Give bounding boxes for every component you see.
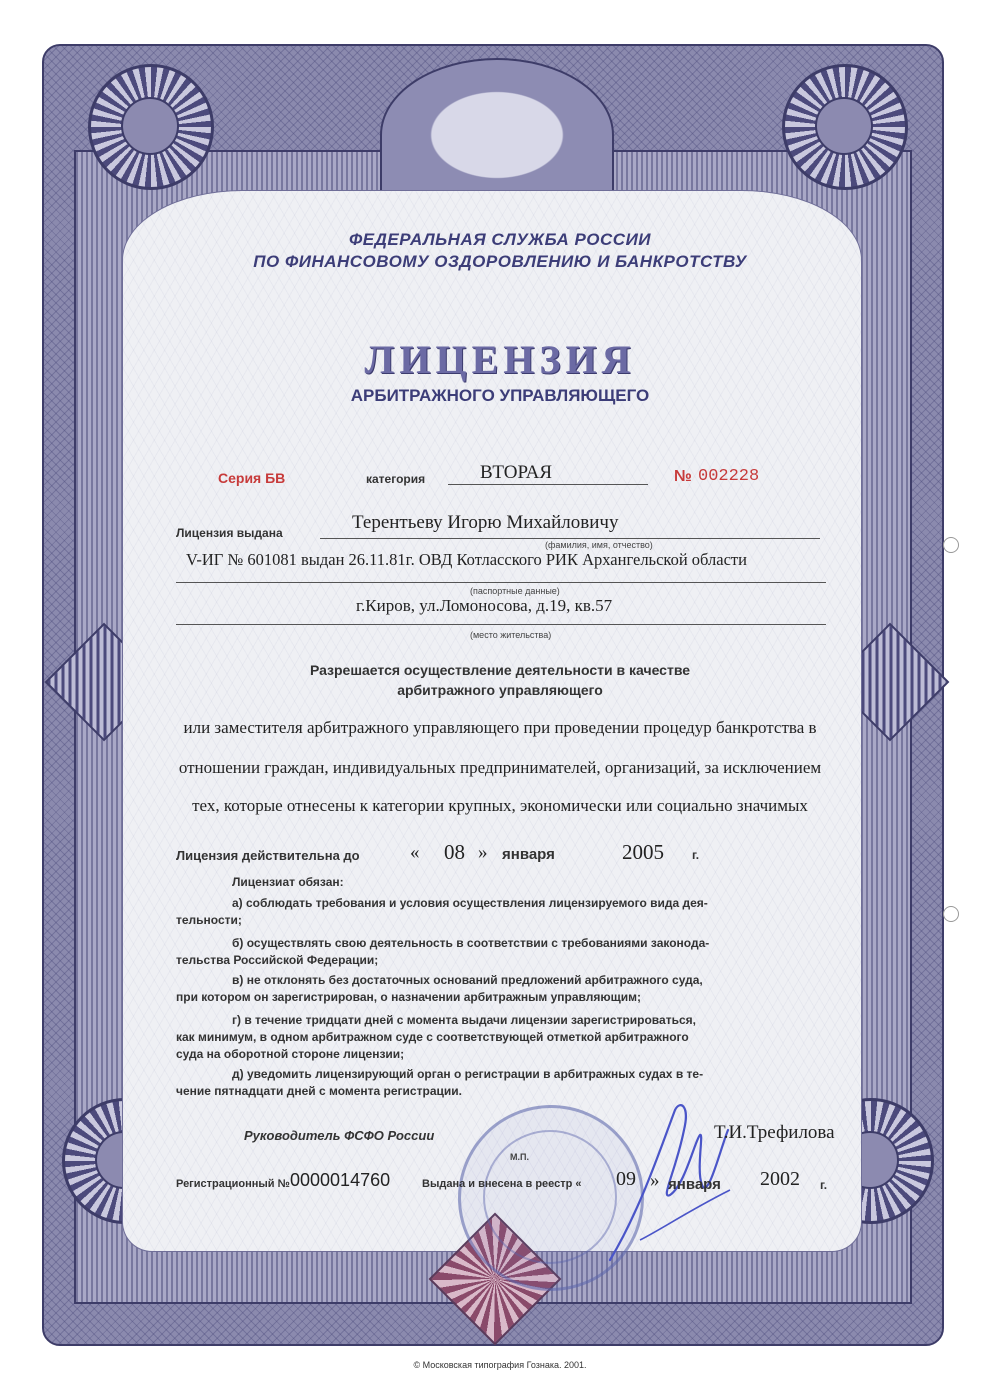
validity-quote-open: « [410,842,420,863]
registration-number: 0000014760 [290,1170,391,1190]
validity-month: января [502,846,555,863]
license-subtitle: АРБИТРАЖНОГО УПРАВЛЯЮЩЕГО [350,386,650,405]
registration-year: 2002 [760,1168,800,1190]
validity-quote-close: » [478,842,488,863]
series-label: Серия БВ [218,470,286,486]
issued-to-label: Лицензия выдана [176,526,283,540]
category-value: ВТОРАЯ [480,462,553,483]
number-prefix: № [674,468,692,485]
duties-title: Лицензиат обязан: [232,875,344,889]
duty-c-cont: при котором он зарегистрирован, о назначении арбитражным управляющим; [176,990,642,1004]
validity-year-suffix: г. [692,848,700,862]
rosette-ornament [88,64,214,190]
registration-quote-close: » [650,1170,660,1191]
signatory-role: Руководитель ФСФО России [244,1128,435,1143]
registration-day: 09 [616,1168,636,1190]
scope-line3: тех, которые отнесены к категории крупных, экономически или социально значимых [192,796,808,815]
underline [320,538,820,539]
duty-c: в) не отклонять без достаточных оснований предложений арбитражного суда, [232,973,703,987]
validity-day: 08 [444,840,465,864]
underline [448,484,648,485]
permission-line2: арбитражного управляющего [397,682,603,698]
agency-name-line2: ПО ФИНАНСОВОМУ ОЗДОРОВЛЕНИЮ И БАНКРОТСТВУ [253,252,747,271]
name-caption: (фамилия, имя, отчество) [545,540,653,550]
passport-data: V-ИГ № 601081 выдан 26.11.81г. ОВД Котласского РИК Архангельской области [186,550,747,569]
holder-name: Терентьеву Игорю Михайловичу [352,512,619,533]
category-label: категория [366,472,426,486]
registration-label: Регистрационный № [176,1178,290,1190]
punch-hole [943,537,959,553]
duty-d-cont2: суда на оборотной стороне лицензии; [176,1047,405,1061]
license-number: 002228 [698,467,760,486]
stamp-mark: М.П. [510,1152,529,1162]
duty-a: а) соблюдать требования и условия осуществления лицензируемого вида дея- [232,896,708,910]
registration-year-suffix: г. [820,1178,828,1192]
residence-address: г.Киров, ул.Ломоносова, д.19, кв.57 [356,596,613,615]
passport-caption: (паспортные данные) [470,586,560,596]
permission-line1: Разрешается осуществление деятельности в качестве [309,662,691,678]
duty-e-cont: чение пятнадцати дней с момента регистрации. [176,1084,462,1098]
underline [176,624,826,625]
scope-line2: отношении граждан, индивидуальных предпринимателей, организаций, за исключением [178,758,822,777]
coat-of-arms-emblem [380,58,614,212]
signatory-name: Т.И.Трефилова [714,1122,835,1143]
duty-d: г) в течение тридцати дней с момента выдачи лицензии зарегистрироваться, [232,1013,696,1027]
underline [176,582,826,583]
registration-month: января [668,1176,721,1193]
duty-b: б) осуществлять свою деятельность в соответствии с требованиями законода- [232,936,710,950]
printer-credit: © Московская типография Гознака. 2001. [413,1360,587,1370]
license-title: ЛИЦЕНЗИЯ [364,337,636,382]
duty-e: д) уведомить лицензирующий орган о регистрации в арбитражных судах в те- [232,1067,704,1081]
validity-label: Лицензия действительна до [176,848,360,863]
address-caption: (место жительства) [470,630,552,640]
duty-b-cont: тельства Российской Федерации; [176,953,379,967]
punch-hole [943,906,959,922]
scope-line1: или заместителя арбитражного управляющего при проведении процедур банкротства в [183,718,817,737]
validity-year: 2005 [622,840,664,864]
duty-a-cont: тельности; [176,913,242,927]
duty-d-cont: как минимум, в одном арбитражном суде с соответствующей отметкой арбитражного [176,1030,689,1044]
registry-entry-label: Выдана и внесена в реестр « [422,1178,582,1190]
agency-name-line1: ФЕДЕРАЛЬНАЯ СЛУЖБА РОССИИ [348,230,652,249]
rosette-ornament [782,64,908,190]
